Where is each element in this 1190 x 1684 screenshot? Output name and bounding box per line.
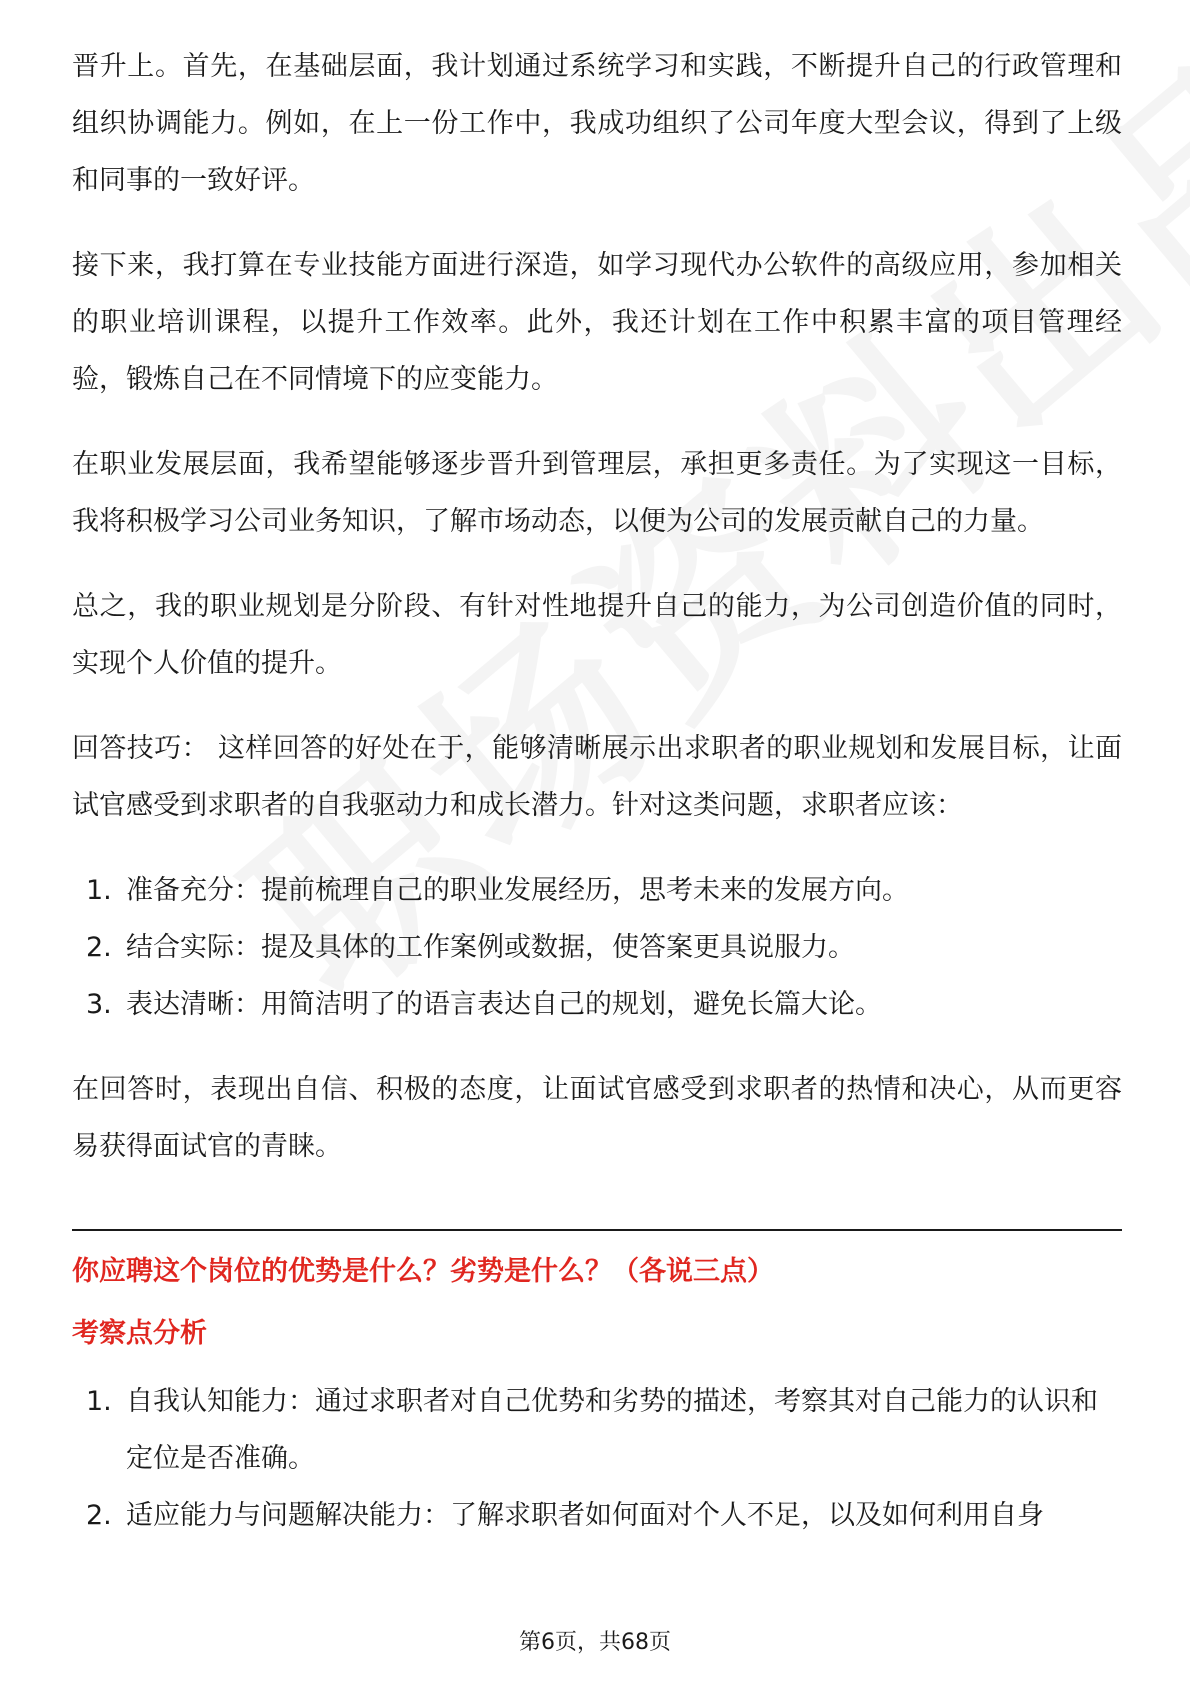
list-item-text: 结合实际：提及具体的工作案例或数据，使答案更具说服力。 [126,932,855,963]
list-number: 2. [86,1500,112,1531]
list-item [72,919,1122,976]
paragraph: 总之，我的职业规划是分阶段、有针对性地提升自己的能力，为公司创造价值的同时，实现个人价值的提升。 [72,591,1122,679]
list-number: 1. [86,1386,112,1417]
analysis-heading: 考察点分析 [72,1318,207,1349]
list-item-text: 适应能力与问题解决能力：了解求职者如何面对个人不足，以及如何利用自身 [126,1500,1044,1531]
document-body [72,38,1122,1572]
paragraph: 在职业发展层面，我希望能够逐步晋升到管理层，承担更多责任。为了实现这一目标，我将积极学习公司业务知识，了解市场动态，以便为公司的发展贡献自己的力量。 [72,449,1122,537]
list-number: 3. [86,989,112,1020]
list-item-text: 自我认知能力：通过求职者对自己优势和劣势的描述，考察其对自己能力的认识和定位是否准确。 [126,1386,1098,1474]
paragraph: 晋升上。首先，在基础层面，我计划通过系统学习和实践，不断提升自己的行政管理和组织协调能力。例如，在上一份工作中，我成功组织了公司年度大型会议，得到了上级和同事的一致好评。 [72,51,1122,196]
list-item-text: 表达清晰：用简洁明了的语言表达自己的规划，避免长篇大论。 [126,989,882,1020]
tips-list [72,862,1122,1033]
question-heading: 你应聘这个岗位的优势是什么？劣势是什么？（各说三点） [72,1256,774,1287]
paragraph: 接下来，我打算在专业技能方面进行深造，如学习现代办公软件的高级应用，参加相关的职业培训课程，以提升工作效率。此外，我还计划在工作中积累丰富的项目管理经验，锻炼自己在不同情境下的应变能力。 [72,250,1122,395]
page-footer: 第6页，共68页 [519,1630,671,1655]
closing-paragraph: 在回答时，表现出自信、积极的态度，让面试官感受到求职者的热情和决心，从而更容易获得面试官的青睐。 [72,1074,1122,1162]
analysis-list [72,1373,1122,1544]
list-item-text: 准备充分：提前梳理自己的职业发展经历，思考未来的发展方向。 [126,875,909,906]
list-item [72,862,1122,919]
list-item [72,1487,1122,1544]
answer-tips-paragraph: 回答技巧： 这样回答的好处在于，能够清晰展示出求职者的职业规划和发展目标，让面试官感受到求职者的自我驱动力和成长潜力。针对这类问题，求职者应该： [72,733,1122,821]
list-item [72,976,1122,1033]
list-number: 1. [86,875,112,906]
section-divider [72,1229,1122,1231]
list-item [72,1373,1122,1487]
list-number: 2. [86,932,112,963]
